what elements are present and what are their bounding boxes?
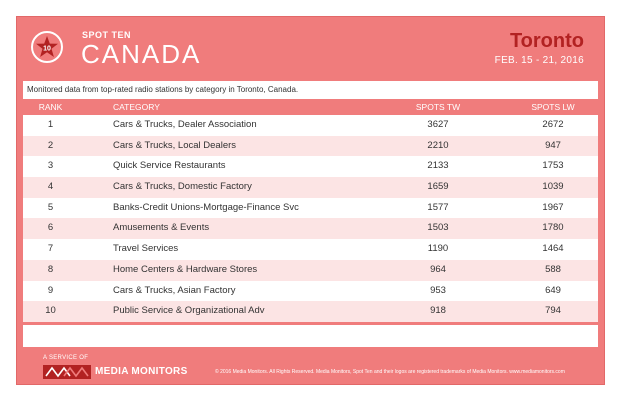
rank-cell: 3 <box>47 160 54 172</box>
spot-ten-badge <box>31 31 63 63</box>
report-card <box>16 16 605 385</box>
spots-tw-cell: 1190 <box>427 243 449 255</box>
rank-cell: 4 <box>47 181 54 193</box>
spots-tw-cell: 1503 <box>427 222 449 234</box>
category-cell: Cars & Trucks, Domestic Factory <box>113 181 252 193</box>
spots-lw-cell: 588 <box>545 263 561 275</box>
spots-lw-cell: 947 <box>545 139 561 151</box>
rank-cell: 10 <box>45 305 56 317</box>
table-row <box>23 239 598 260</box>
description-text: Monitored data from top-rated radio stations by category in Toronto, Canada. <box>23 81 598 99</box>
table-footer-spacer <box>23 325 598 347</box>
header-spots-lw: SPOTS LW <box>531 102 575 112</box>
rank-cell: 7 <box>47 243 54 255</box>
spots-lw-cell: 1753 <box>542 160 564 172</box>
table-row <box>23 115 598 136</box>
spots-lw-cell: 2672 <box>542 119 564 130</box>
copyright-text: © 2016 Media Monitors. All Rights Reserved. Media Monitors, Spot Ten and their logos are registered trademarks of Media Monitors. www.mediamonitors.com <box>215 369 565 375</box>
spots-lw-cell: 1464 <box>542 243 564 255</box>
spots-lw-cell: 1780 <box>542 222 564 234</box>
company-name: MEDIA MONITORS <box>95 366 188 377</box>
header-rank: RANK <box>38 102 63 112</box>
table-row <box>23 281 598 302</box>
header-spots-tw: SPOTS TW <box>415 102 461 112</box>
table-header <box>23 99 598 115</box>
brand-small: SPOT TEN <box>82 30 132 40</box>
spots-lw-cell: 794 <box>545 305 561 317</box>
spots-lw-cell: 1039 <box>542 181 564 193</box>
spots-lw-cell: 649 <box>545 284 561 296</box>
category-cell: Banks-Credit Unions-Mortgage-Finance Svc <box>113 201 299 213</box>
category-cell: Cars & Trucks, Asian Factory <box>113 284 236 296</box>
rank-cell: 6 <box>47 222 54 234</box>
spots-tw-cell: 1659 <box>427 181 449 193</box>
table-row <box>23 156 598 177</box>
rank-cell: 5 <box>47 201 54 213</box>
rank-cell: 2 <box>47 139 54 151</box>
city-title: Toronto <box>509 30 584 52</box>
category-cell: Cars & Trucks, Local Dealers <box>113 139 237 151</box>
spots-tw-cell: 3627 <box>427 119 449 130</box>
report-header <box>17 17 604 77</box>
category-cell: Home Centers & Hardware Stores <box>113 263 258 275</box>
brand-large: CANADA <box>81 39 202 69</box>
spots-tw-cell: 2133 <box>427 160 449 172</box>
media-monitors-logo-icon <box>43 365 91 379</box>
table-row <box>23 218 598 239</box>
spots-tw-cell: 964 <box>430 263 446 275</box>
table-row <box>23 301 598 322</box>
table-row <box>23 198 598 219</box>
date-range: FEB. 15 - 21, 2016 <box>494 55 584 66</box>
table-row <box>23 260 598 281</box>
rankings-table <box>23 99 598 322</box>
spots-tw-cell: 953 <box>430 284 446 296</box>
category-cell: Public Service & Organizational Adv <box>113 305 265 317</box>
spots-tw-cell: 1577 <box>427 201 449 213</box>
table-row <box>23 136 598 157</box>
spots-tw-cell: 918 <box>430 305 446 317</box>
table-row <box>23 177 598 198</box>
rank-cell: 9 <box>47 284 54 296</box>
badge-number: 10 <box>43 45 51 53</box>
spots-tw-cell: 2210 <box>427 139 449 151</box>
category-cell: Amusements & Events <box>113 222 210 234</box>
category-cell: Quick Service Restaurants <box>113 160 226 172</box>
category-cell: Travel Services <box>113 243 179 255</box>
star-icon <box>35 35 59 59</box>
header-category: CATEGORY <box>113 102 160 112</box>
service-label: A SERVICE OF <box>43 355 89 361</box>
rank-cell: 8 <box>47 263 54 275</box>
rank-cell: 1 <box>47 119 54 130</box>
spots-lw-cell: 1967 <box>542 201 564 213</box>
category-cell: Cars & Trucks, Dealer Association <box>113 119 257 130</box>
